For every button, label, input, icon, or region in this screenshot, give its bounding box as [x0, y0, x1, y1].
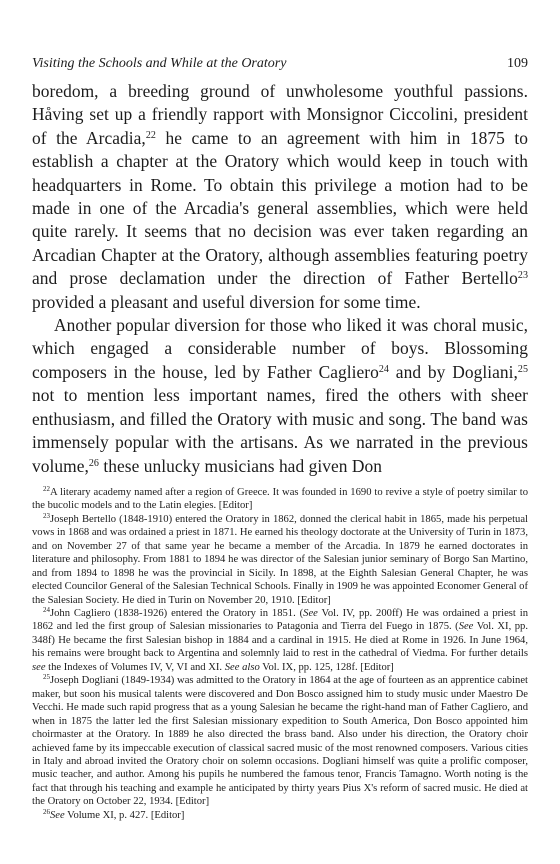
- footnote-ref-25[interactable]: 25: [517, 363, 529, 375]
- footnote-25: $^{25}$Joseph Dogliani (1849-1934) was admitted to the Oratory in 1864 at the age of fourteen as an apprentice cabinet maker, but soon his musical talents were discovered and Don Bosco assigned him to study music under Maestro De Vecchi. He made such rapid progress that as a young Salesian he became the right-hand man of Father Cagliero, and when in 1875 the latter led the first Salesian missionary expedition to South America, Don Bosco appointed him choirmaster at the Oratory. In 1889 he also directed the brass band. Also under his direction, the Oratory choir achieved fame by its impeccable execution of classical sacred music of the most renowned composers. Various cities in Italy and abroad invited the Oratory choir on solemn occasions. Dogliani himself was quite a prolific composer, music teacher, and author. Among his pupils he numbered the famous tenor, Francis Tamagno. Worth noting is the fact that through his teaching and example he anticipated by thirty years Pius X's reform of sacred music. He died at the Oratory on October 22, 1934. [Editor]: [32, 673, 528, 808]
- footnote-ref-22[interactable]: 22: [145, 129, 156, 141]
- footnote-22: $^{22}$A literary academy named after a region of Greece. It was founded in 1690 to revive a style of poetry similar to the bucolic models and to the Latin elegies. [Editor]: [32, 484, 528, 512]
- running-title: Visiting the Schools and While at the Oratory: [32, 56, 287, 71]
- paragraph-choral-music: Another popular diversion for those who liked it was choral music, which engaged a considerable number of boys. Blossoming composers in the house, led by Father Cagliero$^{24}$ and by Dogliani,$^{25}$ not to mention less important names, fired the others with sheer enthusiasm, and filled the Oratory with music and song. The band was immensely popular with the artisans. As we narrated in the previous volume,$^{26}$ these unlucky musicians had given Don: [32, 315, 529, 476]
- footnote-23: $^{23}$Joseph Bertello (1848-1910) entered the Oratory in 1862, donned the clerical habit in 1865, made his perpetual vows in 1868 and was ordained a priest in 1871. He earned his theology doctorate at the University of Turin in 1873, and on November 27 of that same year he became a member of the Arcadia. In 1879 he earned doctorates in literature and philosophy. From 1881 to 1894 he was director of the Salesian junior seminary of Borgo San Martino, and from 1894 to 1898 he was the provincial in Sicily. In 1898, at the Eighth Salesian General Chapter, he was elected Councilor General of the Salesian Technical Schools. Finally in 1909 he was appointed Economer General of the Salesian Society. He died in Turin on November 20, 1910. [Editor]: [32, 511, 528, 606]
- page-number: 109: [507, 56, 528, 71]
- footnotes: [32, 486, 528, 822]
- footnote-26: $^{26}$See Volume XI, p. 427. [Editor]: [43, 807, 185, 821]
- footnote-ref-26[interactable]: 26: [88, 457, 99, 469]
- footnote-24: $^{24}$John Cagliero (1838-1926) entered the Oratory in 1851. (See Vol. IV, pp. 200ff) He was ordained a priest in 1862 and led the first group of Salesian missionaries to Patagonia and Tierra del Fuego in 1875. (See Vol. XI, pp. 348f) He became the first Salesian bishop in 1884 and a cardinal in 1915. He died at Rome in 1926. In June 1964, his remains were brought back to Argentina and solemnly laid to rest in the cathedral of Viedma. For further details see the Indexes of Volumes IV, V, VI and XI. See also Vol. IX, pp. 125, 128f. [Editor]: [32, 605, 528, 673]
- running-header: [32, 55, 528, 73]
- main-text: [32, 80, 528, 478]
- paragraph-arcadia: boredom, a breeding ground of unwholesome youthful passions. Håving set up a friendly rapport with Monsignor Ciccolini, president of the Arcadia,$^{22}$ he came to an agreement with him in 1875 to establish a chapter at the Oratory which would keep in touch with headquarters in Rome. To obtain this privilege a motion had to be made in one of the Arcadia's general assemblies, which were held quite rarely. It seems that no decision was ever taken regarding an Arcadian Chapter at the Oratory, although assemblies featuring poetry and prose declamation under the direction of Father Bertello$^{23}$ provided a pleasant and useful diversion for some time.: [32, 81, 528, 312]
- footnote-ref-24[interactable]: 24: [378, 363, 389, 375]
- book-page: [32, 55, 528, 822]
- footnote-ref-23[interactable]: 23: [517, 270, 528, 282]
